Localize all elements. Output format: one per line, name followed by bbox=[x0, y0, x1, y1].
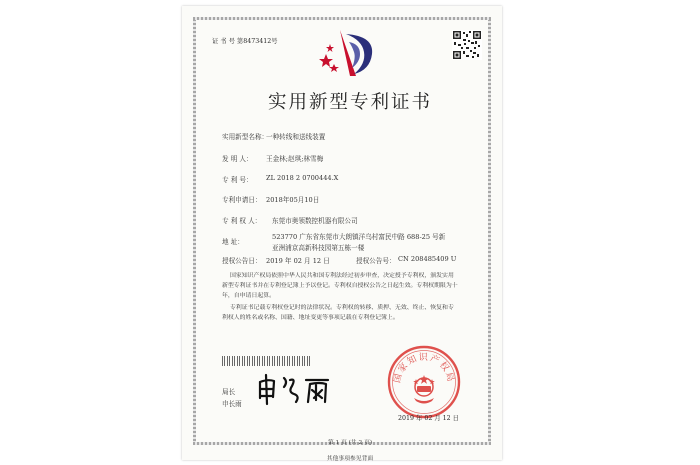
official-seal-icon bbox=[386, 344, 462, 420]
utility-model-name-label: 实用新型名称： bbox=[222, 133, 269, 141]
grant-no-label: 授权公告号： bbox=[356, 257, 396, 265]
address-label: 地 址： bbox=[222, 238, 244, 246]
qr-code-icon bbox=[452, 30, 482, 60]
page-number: 第 1 页 (共 2 页) bbox=[327, 440, 373, 446]
patentee-label: 专 利 权 人： bbox=[222, 217, 262, 225]
cnipa-logo-icon bbox=[316, 24, 378, 82]
certificate-number: 证 书 号 第8473412号 bbox=[212, 38, 278, 45]
body-paragraph-1-line-1: 国家知识产权局依照中华人民共和国专利法经过初步审查，决定授予专利权，颁发实用 bbox=[230, 273, 454, 279]
body-paragraph-1-line-3: 年，自申请日起算。 bbox=[222, 293, 276, 299]
barcode-icon bbox=[222, 356, 312, 366]
patent-number-value: ZL 2018 2 0700444.X bbox=[266, 174, 339, 182]
filing-date-value: 2018年05月10日 bbox=[266, 196, 320, 204]
seal-date: 2019 年 02 月 12 日 bbox=[398, 415, 459, 422]
patent-number-label: 专 利 号： bbox=[222, 176, 253, 184]
body-paragraph-2-line-1: 专利证书记载专利权登记时的法律状况。专利权的转移、质押、无效、终止、恢复和专 bbox=[230, 305, 454, 311]
seal-text: 国家知识产权局 bbox=[392, 353, 456, 385]
filing-date-label: 专利申请日： bbox=[222, 196, 262, 204]
body-paragraph-1-line-2: 新型专利证书并在专利登记簿上予以登记。专利权自授权公告之日起生效。专利权期限为十 bbox=[222, 283, 458, 289]
footer-note: 其他事项参见背面 bbox=[326, 456, 374, 462]
utility-model-name-value: 一种转线和送线装置 bbox=[266, 133, 326, 141]
body-paragraph-2-line-2: 利权人的姓名或名称、国籍、地址变更等事项记载在专利登记簿上。 bbox=[222, 315, 399, 321]
signer-title: 局长 bbox=[222, 388, 236, 396]
signer-name: 申长雨 bbox=[222, 400, 242, 408]
grant-no-value: CN 208485409 U bbox=[398, 255, 457, 263]
inventors-label: 发 明 人： bbox=[222, 155, 253, 163]
grant-date-value: 2019 年 02 月 12 日 bbox=[266, 257, 330, 265]
address-line-2: 亚洲浦京高新科技园第五栋一楼 bbox=[272, 244, 365, 252]
inventors-value: 王金林;赵琪;林雪梅 bbox=[266, 155, 324, 163]
address-line-1: 523770 广东省东莞市大朗镇洋乌村富民中路 688-25 号新 bbox=[272, 233, 446, 241]
page-title: 实用新型专利证书 bbox=[267, 92, 432, 113]
handwritten-signature-icon bbox=[254, 372, 334, 406]
grant-date-label: 授权公告日： bbox=[222, 257, 262, 265]
patentee-value: 东莞市奥领数控机器有限公司 bbox=[272, 217, 358, 225]
